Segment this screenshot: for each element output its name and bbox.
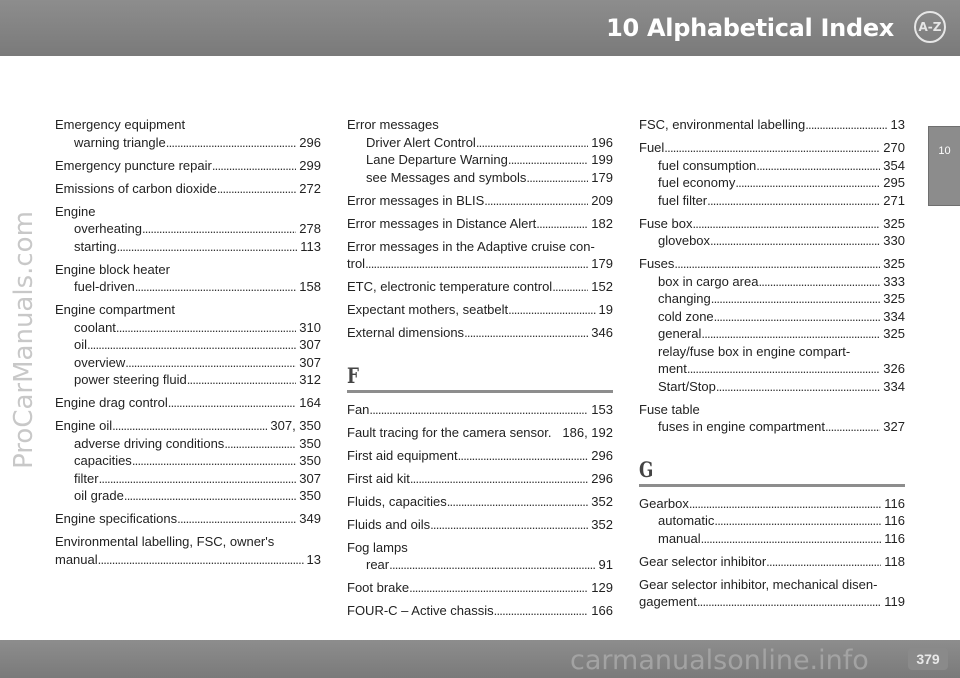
leader-dots <box>526 169 588 187</box>
entry-term: Error messages in the Adaptive cruise con- <box>347 238 595 254</box>
entry-term: Gearbox <box>639 495 689 511</box>
entry-term: oil grade <box>74 488 124 503</box>
index-entry-line <box>347 493 613 511</box>
section-divider <box>347 390 613 393</box>
entry-term: coolant <box>74 319 116 335</box>
index-subentry <box>347 556 613 574</box>
page-reference[interactable]: 209 <box>591 192 613 208</box>
entry-term: FOUR-C – Active chassis <box>347 603 494 618</box>
index-entry <box>55 261 321 296</box>
entry-term: adverse driving conditions <box>74 435 225 451</box>
leader-dots <box>805 116 887 134</box>
index-entry <box>55 394 321 412</box>
leader-dots <box>98 551 304 569</box>
entry-term: Engine <box>55 203 96 219</box>
page-reference[interactable]: 270 <box>883 140 905 155</box>
index-entry <box>55 533 321 568</box>
entry-term: overheating <box>74 221 142 236</box>
entry-term: Engine compartment <box>55 302 175 317</box>
page-reference[interactable]: 196 <box>591 134 613 150</box>
page-reference[interactable]: 352 <box>591 516 613 532</box>
entry-term: Engine oil <box>55 418 113 433</box>
entry-term: Fuses <box>639 256 675 271</box>
page-reference[interactable]: 91 <box>598 557 613 572</box>
index-entry-line <box>347 579 613 597</box>
leader-dots <box>117 238 298 256</box>
index-subentry <box>347 134 613 152</box>
leader-dots <box>177 510 296 528</box>
index-entry-line <box>347 424 613 442</box>
index-subentry <box>55 336 321 354</box>
page-reference[interactable]: 350 <box>299 435 321 451</box>
page-reference[interactable]: 327 <box>883 419 905 434</box>
entry-term: see Messages and symbols <box>366 169 527 185</box>
page-reference[interactable]: 352 <box>591 493 613 509</box>
index-entry-line <box>639 401 905 419</box>
index-entry <box>347 602 613 620</box>
entry-term: Fuse table <box>639 401 700 417</box>
page-reference[interactable]: 164 <box>299 395 321 410</box>
leader-dots <box>99 470 297 488</box>
leader-dots <box>692 215 880 233</box>
index-entry <box>347 579 613 597</box>
leader-dots <box>711 290 881 308</box>
page-reference[interactable]: 116 <box>884 513 905 528</box>
leader-dots <box>410 470 588 488</box>
index-entry <box>639 116 905 134</box>
entry-term: Fan <box>347 401 370 417</box>
index-entry-line <box>639 495 905 513</box>
index-subentry <box>639 273 905 291</box>
index-entry <box>55 180 321 198</box>
leader-dots <box>430 516 588 534</box>
index-entry-line <box>347 301 613 319</box>
entry-term: fuel economy <box>658 175 736 190</box>
index-entry-line <box>55 157 321 175</box>
leader-dots <box>536 215 588 233</box>
page-reference[interactable]: 153 <box>591 401 613 417</box>
entry-term: filter <box>74 470 99 486</box>
index-entry-line <box>347 192 613 210</box>
entry-term: power steering fluid <box>74 372 187 387</box>
index-subentry <box>639 512 905 530</box>
index-subentry <box>639 157 905 175</box>
index-entry <box>55 301 321 389</box>
index-entry <box>639 139 905 209</box>
entry-term: fuel filter <box>658 192 708 208</box>
chapter-title: 10 Alphabetical Index <box>606 14 894 42</box>
chapter-tab[interactable]: 10 <box>928 126 960 206</box>
entry-term: Fuse box <box>639 215 693 231</box>
leader-dots <box>224 435 296 453</box>
index-subentry <box>55 371 321 389</box>
index-entry <box>347 215 613 233</box>
page-reference[interactable]: 13 <box>306 551 321 567</box>
index-subentry <box>55 452 321 470</box>
index-entry <box>347 238 613 273</box>
entry-term: changing <box>658 291 711 306</box>
entry-term: Foot brake <box>347 580 410 595</box>
leader-dots <box>701 530 882 548</box>
index-entry <box>347 424 613 442</box>
index-subentry <box>639 308 905 326</box>
page-reference[interactable]: 307 <box>299 354 321 370</box>
entry-term: Environmental labelling, FSC, owner's <box>55 534 275 549</box>
index-entry-line <box>347 602 613 620</box>
index-entry-line <box>347 516 613 534</box>
leader-dots <box>714 512 881 530</box>
entry-term: capacities <box>74 453 132 468</box>
page-reference[interactable]: 325 <box>883 215 905 231</box>
index-subentry <box>639 378 905 396</box>
page-reference[interactable]: 13 <box>890 117 905 132</box>
leader-dots <box>87 336 296 354</box>
page-reference[interactable]: 296 <box>591 447 613 463</box>
page-reference[interactable]: 307 <box>299 470 321 486</box>
entry-term: fuel-driven <box>74 279 135 294</box>
index-subentry <box>55 220 321 238</box>
page-number: 379 <box>908 648 948 670</box>
index-entry-line <box>55 116 321 134</box>
entry-term: rear <box>366 557 390 572</box>
page-reference[interactable]: 118 <box>884 553 905 569</box>
entry-term: First aid kit <box>347 470 410 486</box>
index-column-1 <box>55 116 321 574</box>
index-entry <box>347 401 613 419</box>
leader-dots <box>707 192 880 210</box>
page-reference[interactable]: 152 <box>591 279 613 294</box>
leader-dots <box>716 378 880 396</box>
index-entry-line <box>639 553 905 571</box>
page-reference[interactable]: 158 <box>299 279 321 294</box>
entry-term: ment <box>658 361 687 376</box>
bottom-watermark: carmanualsonline.info <box>570 645 869 676</box>
entry-term: automatic <box>658 513 715 528</box>
page-reference[interactable]: 272 <box>299 180 321 196</box>
entry-term: Expectant mothers, seatbelt <box>347 302 509 317</box>
leader-dots <box>124 487 296 505</box>
entry-term: box in cargo area <box>658 273 759 289</box>
index-subentry <box>55 354 321 372</box>
index-entry <box>55 510 321 528</box>
index-entry <box>55 116 321 151</box>
entry-term: ETC, electronic temperature control <box>347 279 553 294</box>
leader-dots <box>116 319 296 337</box>
index-entry <box>347 116 613 186</box>
index-entry-line <box>347 238 613 256</box>
leader-dots <box>687 360 880 378</box>
entry-term: Lane Departure Warning <box>366 152 508 167</box>
entry-term: manual <box>658 530 701 546</box>
index-subentry <box>639 174 905 192</box>
index-entry-line <box>639 139 905 157</box>
index-entry <box>639 495 905 548</box>
index-subentry <box>639 290 905 308</box>
index-entry-line <box>55 533 321 551</box>
page-reference[interactable]: 325 <box>883 291 905 306</box>
index-subentry <box>639 232 905 250</box>
entry-term: Fuel <box>639 140 665 155</box>
index-entry-line <box>639 576 905 594</box>
leader-dots <box>166 134 297 152</box>
page-reference[interactable]: 312 <box>299 372 321 387</box>
page-reference[interactable]: 129 <box>591 580 613 595</box>
leader-dots <box>508 151 588 169</box>
leader-dots <box>458 447 589 465</box>
entry-term: Fluids, capacities <box>347 493 447 509</box>
page-reference[interactable]: 271 <box>883 192 905 208</box>
page-reference[interactable]: 19 <box>598 302 613 317</box>
index-entry-line <box>55 551 321 569</box>
page-reference[interactable]: 354 <box>883 157 905 173</box>
page-reference[interactable]: 349 <box>299 511 321 526</box>
entry-term: Engine block heater <box>55 261 170 277</box>
index-entry-line <box>639 593 905 611</box>
page-reference[interactable]: 116 <box>884 495 905 511</box>
index-subentry <box>347 151 613 169</box>
index-entry-line <box>347 324 613 342</box>
index-entry <box>55 203 321 256</box>
index-subentry <box>55 238 321 256</box>
page-reference[interactable]: 330 <box>883 233 905 248</box>
entry-term: glovebox <box>658 233 711 248</box>
page-reference[interactable]: 116 <box>884 530 905 546</box>
entry-term: FSC, environmental labelling <box>639 117 806 132</box>
index-entry <box>55 157 321 175</box>
index-entry-line <box>55 180 321 198</box>
page-reference[interactable]: 182 <box>591 215 613 231</box>
entry-term: Fluids and oils <box>347 516 431 532</box>
leader-dots <box>112 417 267 435</box>
page-reference[interactable]: 326 <box>883 361 905 376</box>
entry-term: Start/Stop <box>658 378 716 394</box>
leader-dots <box>508 301 595 319</box>
index-entry-line <box>55 510 321 528</box>
page-reference[interactable]: 296 <box>591 470 613 486</box>
index-entry-line <box>55 261 321 279</box>
index-entry <box>639 576 905 611</box>
index-entry <box>347 192 613 210</box>
entry-term: manual <box>55 551 98 567</box>
leader-dots <box>369 401 588 419</box>
page-reference[interactable]: 334 <box>883 378 905 394</box>
leader-dots <box>552 278 588 296</box>
index-subentry <box>639 343 905 361</box>
entry-term: fuel consumption <box>658 157 757 173</box>
entry-term: Emergency puncture repair <box>55 157 212 173</box>
index-entry-line <box>639 116 905 134</box>
page-reference[interactable]: 334 <box>883 308 905 324</box>
leader-dots <box>132 452 296 470</box>
entry-term: Fault tracing for the camera sensor. <box>347 424 552 440</box>
page-reference[interactable]: 296 <box>299 134 321 150</box>
index-entry <box>347 493 613 511</box>
leader-dots <box>697 593 881 611</box>
entry-term: Engine drag control <box>55 395 168 410</box>
leader-dots <box>484 192 588 210</box>
index-subentry <box>639 325 905 343</box>
page-reference[interactable]: 166 <box>591 603 613 618</box>
index-column-2 <box>347 116 613 625</box>
index-subentry <box>639 418 905 436</box>
index-entry-line <box>347 215 613 233</box>
index-subentry <box>55 319 321 337</box>
entry-term: starting <box>74 238 117 254</box>
index-entry <box>347 516 613 534</box>
entry-term: First aid equipment <box>347 447 458 463</box>
leader-dots <box>689 495 881 513</box>
entry-term: gagement <box>639 594 697 609</box>
leader-dots <box>494 602 589 620</box>
index-subentry <box>55 470 321 488</box>
index-subentry <box>55 278 321 296</box>
section-letter-heading: F <box>347 362 359 388</box>
index-entry <box>639 215 905 250</box>
page-reference[interactable]: 310 <box>299 319 321 335</box>
entry-term: fuses in engine compartment <box>658 419 825 434</box>
index-entry-line <box>347 447 613 465</box>
index-entry <box>347 278 613 296</box>
leader-dots <box>735 174 880 192</box>
entry-term: Error messages in Distance Alert <box>347 215 537 231</box>
leader-dots <box>710 232 880 250</box>
index-subentry <box>55 134 321 152</box>
leader-dots <box>758 273 880 291</box>
page-reference[interactable]: 350 <box>299 453 321 468</box>
leader-dots <box>389 556 595 574</box>
entry-term: overview <box>74 354 126 370</box>
entry-term: Emissions of carbon dioxide <box>55 180 217 196</box>
leader-dots <box>212 157 296 175</box>
index-entry <box>55 417 321 505</box>
entry-term: Emergency equipment <box>55 117 186 132</box>
leader-dots <box>142 220 296 238</box>
leader-dots <box>125 354 296 372</box>
index-subentry <box>55 435 321 453</box>
index-entry-line <box>55 203 321 221</box>
leader-dots <box>674 255 880 273</box>
page-reference[interactable]: 113 <box>300 238 321 254</box>
a-z-icon: A-Z <box>914 11 946 43</box>
entry-term: Error messages in BLIS <box>347 192 485 208</box>
leader-dots <box>476 134 588 152</box>
side-watermark-text: ProCarManuals.com <box>9 211 39 469</box>
leader-dots <box>825 418 880 436</box>
index-subentry <box>55 487 321 505</box>
leader-dots <box>664 139 880 157</box>
page-reference[interactable]: 119 <box>884 594 905 609</box>
index-column-3 <box>639 116 905 616</box>
index-entry <box>347 447 613 465</box>
page-reference[interactable]: 179 <box>591 256 613 271</box>
index-entry-line <box>639 215 905 233</box>
leader-dots <box>714 308 881 326</box>
leader-dots <box>365 255 588 273</box>
leader-dots <box>187 371 297 389</box>
leader-dots <box>756 157 880 175</box>
index-entry-line <box>55 417 321 435</box>
page-reference[interactable]: 179 <box>591 169 613 185</box>
leader-dots <box>464 324 588 342</box>
page-reference[interactable]: 186, 192 <box>562 424 613 440</box>
index-entry <box>347 324 613 342</box>
index-entry <box>347 301 613 319</box>
page-reference[interactable]: 346 <box>591 325 613 340</box>
leader-dots <box>135 278 297 296</box>
index-entry <box>639 255 905 395</box>
leader-dots <box>217 180 296 198</box>
section-letter-heading: G <box>639 456 654 482</box>
entry-term: general <box>658 326 702 341</box>
index-entry-line <box>55 301 321 319</box>
leader-dots <box>701 325 880 343</box>
page-reference[interactable]: 350 <box>299 488 321 503</box>
index-subentry <box>639 530 905 548</box>
entry-term: External dimensions <box>347 325 465 340</box>
entry-term: Fog lamps <box>347 539 408 555</box>
page-header <box>0 0 960 56</box>
entry-term: Gear selector inhibitor, mechanical disen- <box>639 576 878 592</box>
index-entry-line <box>347 539 613 557</box>
side-watermark <box>6 185 42 495</box>
page-reference[interactable]: 333 <box>883 273 905 289</box>
index-entry-line <box>639 255 905 273</box>
index-entry <box>347 539 613 574</box>
entry-term: Error messages <box>347 117 439 132</box>
index-entry-line <box>347 255 613 273</box>
entry-term: trol <box>347 256 366 271</box>
entry-term: Gear selector inhibitor <box>639 553 767 569</box>
index-entry-line <box>347 470 613 488</box>
entry-term: warning triangle <box>74 134 166 150</box>
index-subentry <box>639 360 905 378</box>
leader-dots <box>409 579 588 597</box>
entry-term: Driver Alert Control <box>366 134 476 150</box>
index-subentry <box>639 192 905 210</box>
index-entry <box>639 401 905 436</box>
entry-term: cold zone <box>658 308 714 324</box>
leader-dots <box>447 493 589 511</box>
index-entry-line <box>347 116 613 134</box>
index-subentry <box>347 169 613 187</box>
entry-term: Engine specifications <box>55 511 178 526</box>
leader-dots <box>168 394 297 412</box>
entry-term: relay/fuse box in engine compart- <box>658 343 851 359</box>
index-entry <box>347 470 613 488</box>
page-reference[interactable]: 199 <box>591 152 613 167</box>
index-entry-line <box>347 278 613 296</box>
entry-term: oil <box>74 337 88 352</box>
section-divider <box>639 484 905 487</box>
leader-dots <box>766 553 881 571</box>
page-reference[interactable]: 307, 350 <box>270 418 321 433</box>
page-reference[interactable]: 307 <box>299 337 321 352</box>
page-reference[interactable]: 278 <box>299 221 321 236</box>
index-entry-line <box>347 401 613 419</box>
index-entry-line <box>55 394 321 412</box>
page-reference[interactable]: 295 <box>883 175 905 190</box>
index-entry <box>639 553 905 571</box>
page-reference[interactable]: 325 <box>883 326 905 341</box>
page-reference[interactable]: 299 <box>299 157 321 173</box>
page-reference[interactable]: 325 <box>883 256 905 271</box>
